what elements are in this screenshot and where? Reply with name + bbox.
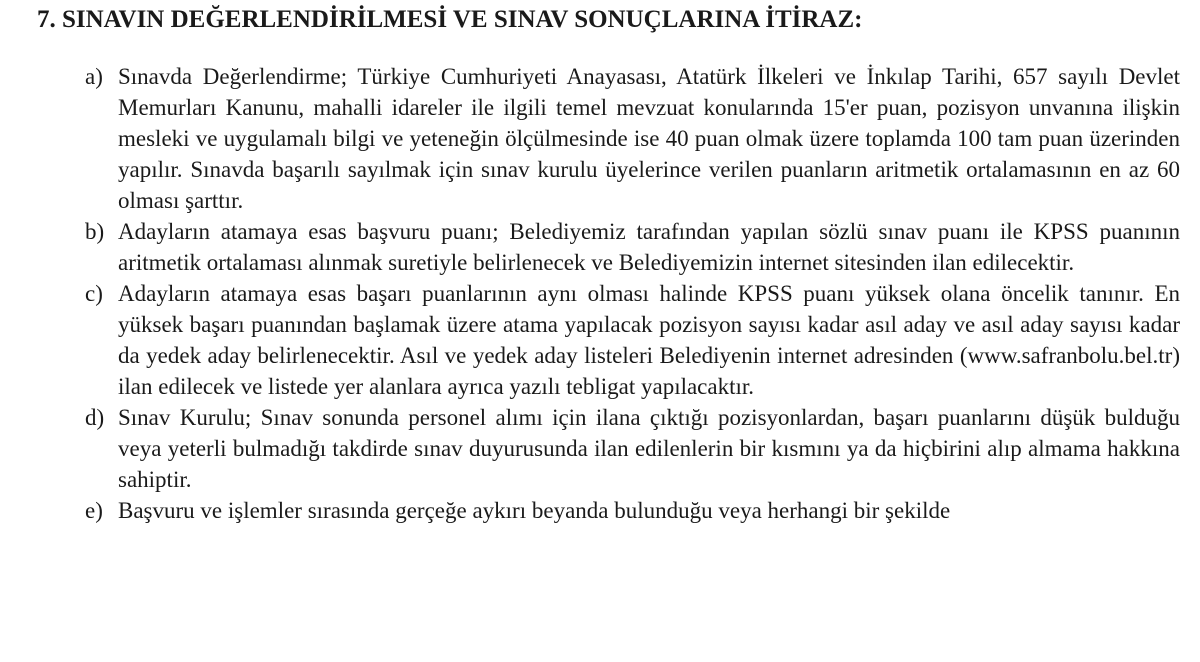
item-text-d: Sınav Kurulu; Sınav sonunda personel alımı için ilana çıktığı pozisyonlardan, başarı puanlarını düşük bulduğu veya yeterli bulmadığı takdirde sınav duyurusunda ilan edilenlerin bir kısmını ya da hiçbirini alıp almama hakkına sahiptir.	[118, 405, 1180, 492]
item-text-a: Sınavda Değerlendirme; Türkiye Cumhuriyeti Anayasası, Atatürk İlkeleri ve İnkılap Tarihi, 657 sayılı Devlet Memurları Kanunu, mahalli idareler ile ilgili temel mevzuat konularında 15'er puan, pozisyon unvanına ilişkin mesleki ve uygulamalı bilgi ve yeteneğin ölçülmesinde ise 40 puan olmak üzere toplamda 100 tam puan üzerinden yapılır. Sınavda başarılı sayılmak için sınav kurulu üyelerince verilen puanların aritmetik ortalamasının en az 60 olması şarttır.	[118, 64, 1180, 213]
item-label-a: a)	[85, 64, 103, 89]
item-text-b: Adayların atamaya esas başvuru puanı; Belediyemiz tarafından yapılan sözlü sınav puanı ile KPSS puanının aritmetik ortalaması alınmak suretiyle belirlenecek ve Belediyemizin internet sitesinden ilan edilecektir.	[118, 219, 1180, 275]
list-item-b	[0, 216, 1200, 278]
clause-list	[0, 61, 1200, 526]
item-text-e: Başvuru ve işlemler sırasında gerçeğe aykırı beyanda bulunduğu veya herhangi bir şekilde	[118, 498, 951, 523]
list-item-e	[0, 495, 1200, 526]
item-label-b: b)	[85, 219, 105, 244]
list-item-a	[0, 61, 1200, 216]
section-heading: 7. SINAVIN DEĞERLENDİRİLMESİ VE SINAV SONUÇLARINA İTİRAZ:	[37, 6, 863, 33]
item-label-c: c)	[85, 281, 103, 306]
item-label-d: d)	[85, 405, 105, 430]
list-item-d	[0, 402, 1200, 495]
item-label-e: e)	[85, 498, 103, 523]
item-text-c: Adayların atamaya esas başarı puanlarının aynı olması halinde KPSS puanı yüksek olana öncelik tanınır. En yüksek başarı puanından başlamak üzere atama yapılacak pozisyon sayısı kadar asıl aday ve asıl aday sayısı kadar da yedek aday belirlenecektir. Asıl ve yedek aday listeleri Belediyenin internet adresinden (www.safranbolu.bel.tr) ilan edilecek ve listede yer alanlara ayrıca yazılı tebligat yapılacaktır.	[118, 281, 1180, 399]
list-item-c	[0, 278, 1200, 402]
